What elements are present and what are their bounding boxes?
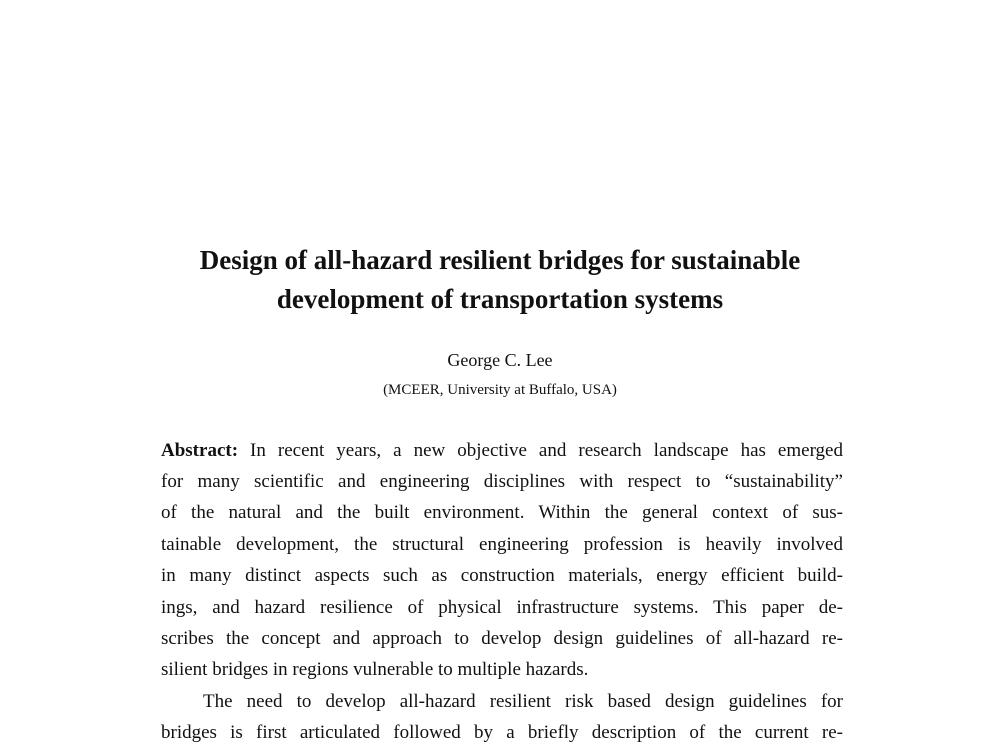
paper-title-line-2: development of transportation systems [276, 284, 724, 314]
abstract-line: for many scientific and engineering disciplines with respect to “sustainability” [161, 471, 843, 492]
abstract-line [161, 440, 843, 462]
affiliation: (MCEER, University at Buffalo, USA) [383, 382, 617, 398]
abstract-line: scribes the concept and approach to develop design guidelines of all-hazard re- [161, 628, 843, 649]
abstract-line: of the natural and the built environment. Within the general context of sus- [161, 502, 843, 523]
abstract-line: silient bridges in regions vulnerable to multiple hazards. [161, 659, 589, 680]
abstract-text: In recent years, a new objective and research landscape has emerged [250, 440, 843, 461]
abstract-label: Abstract: [161, 440, 239, 461]
abstract-line: tainable development, the structural engineering profession is heavily involved [161, 534, 843, 555]
abstract-line: bridges is first articulated followed by a briefly description of the current re- [161, 722, 843, 743]
abstract-line: in many distinct aspects such as construction materials, energy efficient build- [161, 565, 843, 586]
abstract-line: The need to develop all-hazard resilient risk based design guidelines for [203, 691, 843, 712]
author: George C. Lee [447, 350, 553, 370]
abstract-line: ings, and hazard resilience of physical infrastructure systems. This paper de- [161, 597, 843, 618]
paper-title-line-1: Design of all-hazard resilient bridges for sustainable [199, 245, 801, 275]
